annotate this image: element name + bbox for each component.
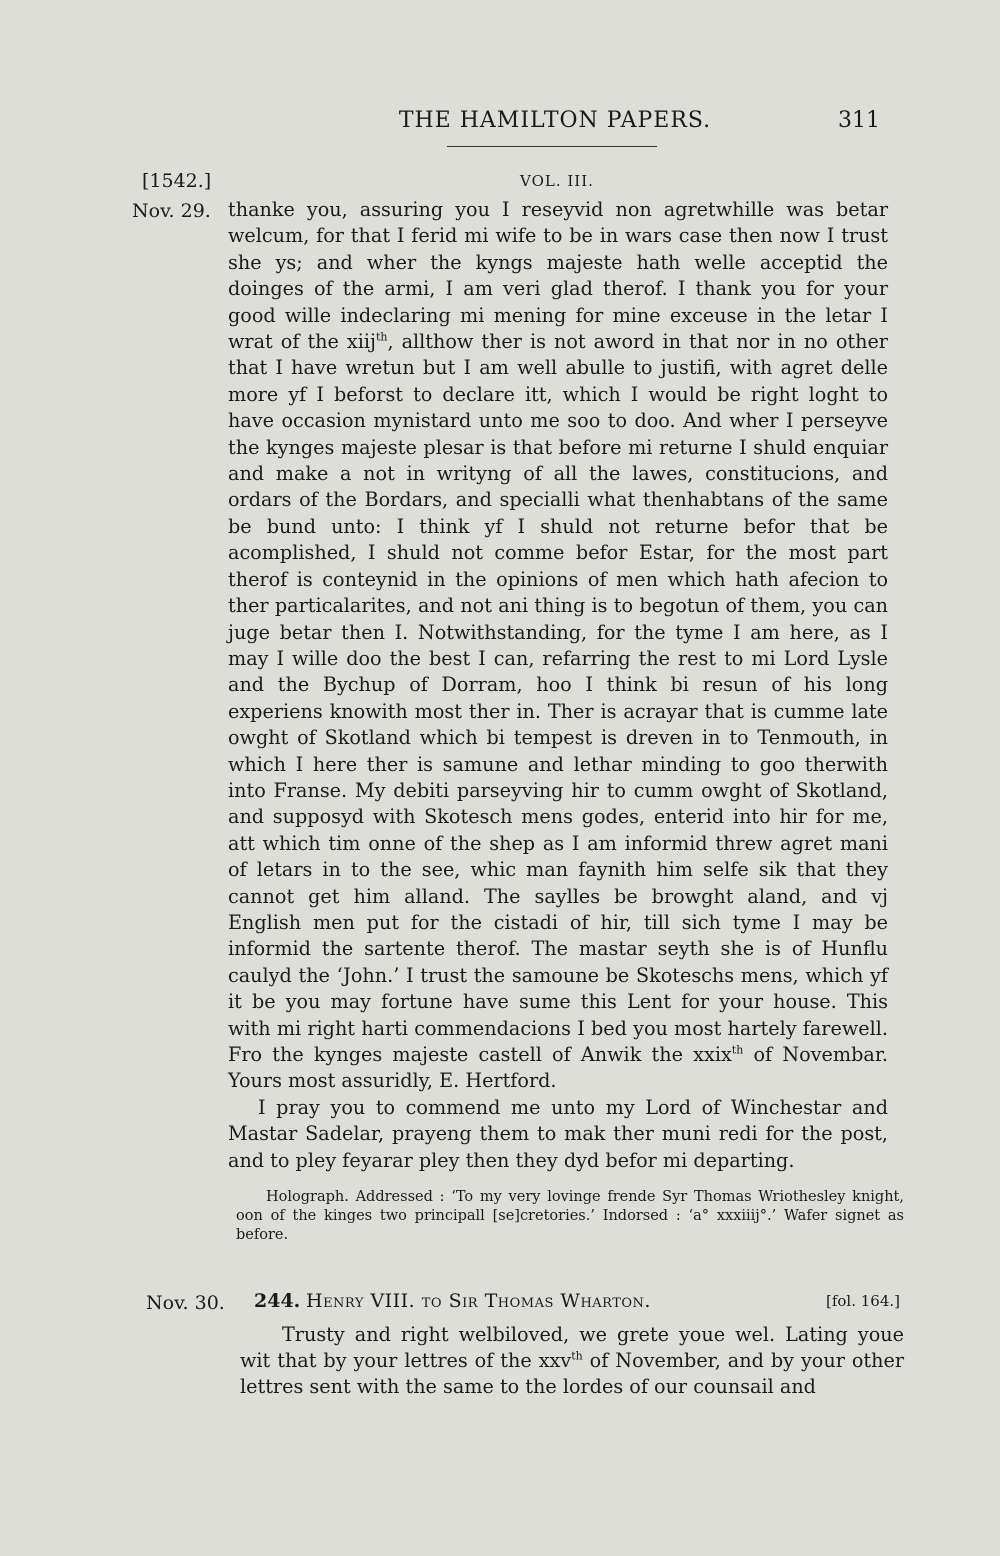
volume-label: VOL. III. bbox=[520, 172, 594, 190]
superscript: th bbox=[731, 1043, 744, 1057]
text-run: of Novembar. Yours most assuridly, E. Hertford. bbox=[228, 1043, 888, 1093]
entry1-endnote bbox=[236, 1188, 904, 1245]
text-run: , allthow ther is not aword in that nor in no other that I have wretun but I am well abulle to justifi, with agret delle more yf I beforst to declare itt, which I would be right loght to have occasion mynistard unto me soo to doo. And wher I perseyve the kynges majeste plesar is that before mi returne I shuld enquiar and make a not in writyng of all the lawes, constitucions, and ordars of the Bordars, and specialli what thenhabtans of the same be bund unto: I think yf I shuld not returne befor that be acomplished, I shuld not comme befor Estar, for the most part therof is conteynid in the opinions of men which hath afecion to ther particalarites, and not ani thing is to begotun of them, you can juge betar then I. Notwithstanding, for the tyme I am here, as I may I wille doo the best I can, refarring the rest to mi Lord Lysle and the Bychup of Dorram, hoo I think bi resun of his long experiens knowith most ther in. Ther is acrayar that is cumme late owght of Skotland which bi tempest is dreven in to Tenmouth, in which I here ther is samune and lethar minding to goo therwith into Franse. My debiti parseyving hir to cumm owght of Skotland, and supposyd with Skotesch mens godes, enterid into hir for me, att which tim onne of the shep as I am informid threw agret mani of letars in to the see, whic man faynith him selfe sik that they cannot get him alland. The saylles be browght aland, and vj English men put for the cistadi of hir, till sich tyme I may be informid the sartente therof. The mastar seyth she is of Hunflu caulyd the ‘John.’ I trust the samoune be Skoteschs mens, which yf it be you may fortune have sume this Lent for your house. This with mi right harti commendacions I bed you most hartely farewell. Fro the kynges majeste castell of Anwik the xxix bbox=[228, 330, 888, 1066]
letter-heading-text: Henry VIII. to Sir Thomas Wharton. bbox=[306, 1290, 651, 1312]
page-title: THE HAMILTON PAPERS. bbox=[398, 108, 712, 133]
superscript: th bbox=[571, 1349, 583, 1363]
entry1-paragraph-1 bbox=[228, 197, 888, 1095]
margin-date-entry1: Nov. 29. bbox=[132, 200, 211, 222]
entry1-paragraph-2: I pray you to commend me unto my Lord of Winchestar and Mastar Sadelar, prayeng them to mak ther muni redi for the post, and to pley feyarar pley then they dyd befor mi departing. bbox=[228, 1095, 888, 1172]
running-head bbox=[0, 108, 1000, 138]
letter-number: 244. bbox=[254, 1290, 301, 1312]
page-number: 311 bbox=[838, 108, 880, 133]
margin-date-entry2: Nov. 30. bbox=[146, 1292, 225, 1314]
header-rule bbox=[447, 146, 657, 147]
entry1-body bbox=[228, 197, 888, 1174]
entry2-body bbox=[240, 1322, 904, 1400]
year-marker: [1542.] bbox=[142, 170, 212, 192]
text-run: Trusty and right welbiloved, we grete youe wel. Lating youe wit that by your lettres of the xxv bbox=[240, 1323, 904, 1372]
entry2-paragraph bbox=[240, 1322, 904, 1400]
letter-heading bbox=[0, 1290, 1000, 1320]
text-run: of November, and by your other lettres sent with the same to the lordes of our counsail and bbox=[240, 1349, 904, 1398]
superscript: th bbox=[375, 330, 388, 344]
endnote-text: Holograph. Addressed : ‘To my very lovinge frende Syr Thomas Wriothesley knight, oon of the kinges two principall [se]cretories.’ Indorsed : ‘a° xxxiiij°.’ Wafer signet as before. bbox=[236, 1189, 904, 1243]
text-run: thanke you, assuring you I reseyvid non agretwhille was betar welcum, for that I ferid mi wife to be in wars case then now I trust she ys; and wher the kyngs majeste hath welle acceptid the doinges of the armi, I am veri glad therof. I thank you for your good wille indeclaring mi mening for mine exceuse in the letar I wrat of the xiij bbox=[228, 198, 888, 354]
folio-reference: [fol. 164.] bbox=[826, 1292, 901, 1310]
